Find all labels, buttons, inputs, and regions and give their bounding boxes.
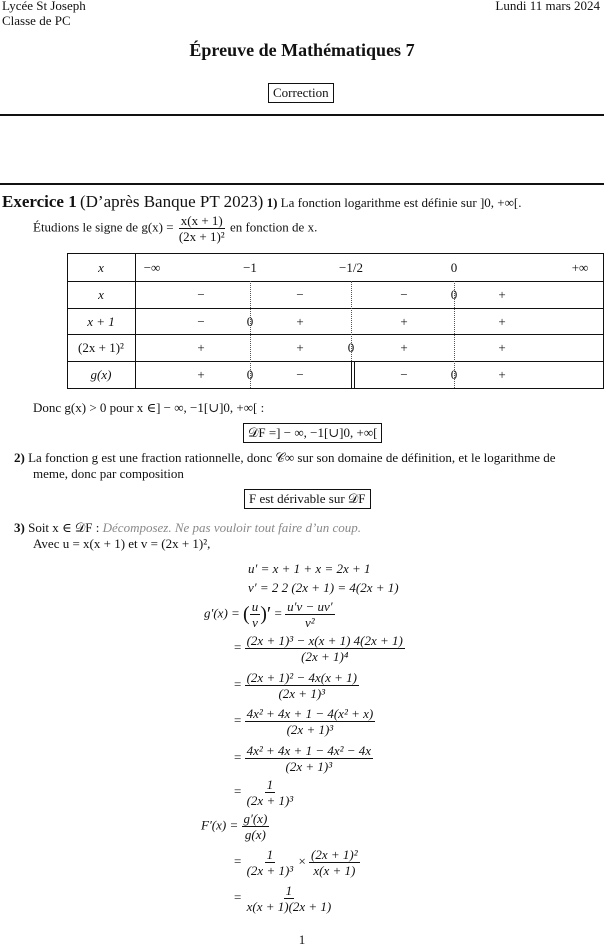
- sign-cell: +: [400, 314, 408, 329]
- study-suffix: en fonction de x.: [229, 219, 318, 235]
- step2-num: (2x + 1)² − 4x(x + 1): [246, 670, 357, 685]
- g-fraction: [177, 213, 227, 244]
- sign-cell: +: [498, 340, 506, 355]
- row-label: g(x): [90, 367, 112, 382]
- step-1: = $\frac{\text{(2x + 1)³ − x(x + 1) 4(2x + 1)}}{\text{(2x + 1)⁴}}$: [234, 633, 403, 664]
- u-num: u: [251, 599, 259, 614]
- g-denominator: (2x + 1)²: [178, 229, 225, 244]
- header-minus-half: −1/2: [339, 260, 363, 275]
- sign-cell: −: [296, 287, 304, 302]
- section-rule: [0, 183, 604, 185]
- q3-text: Soit x ∈ 𝒟F :: [28, 520, 100, 535]
- sign-cell: +: [197, 367, 205, 382]
- sign-cell: +: [498, 314, 506, 329]
- q3-hint: Décomposez. Ne pas vouloir tout faire d’un coup.: [102, 520, 362, 535]
- g-numerator: x(x + 1): [180, 213, 223, 228]
- q2-number: 2): [14, 450, 25, 465]
- v-prime: v′ = 2 2 (2x + 1) = 4(2x + 1): [248, 580, 399, 595]
- step-2: = $\frac{\text{(2x + 1)² − 4x(x + 1)}}{\text{(2x + 1)³}}$: [234, 670, 357, 701]
- row-label: (2x + 1)²: [78, 340, 124, 355]
- gprime-lhs: g′(x) =: [204, 605, 240, 621]
- u-over-v: [250, 599, 261, 630]
- table-rule: [68, 361, 603, 362]
- step6-a-num: 1: [266, 847, 274, 862]
- header-plus-inf: +∞: [571, 260, 589, 275]
- step-7: = $\frac{1}{x(x + 1)(2x + 1)}$: [234, 883, 332, 914]
- step3-den: (2x + 1)³: [286, 722, 334, 737]
- sign-cell: −: [296, 367, 304, 382]
- header-minus-inf: −∞: [143, 260, 161, 275]
- v-den: v: [252, 615, 258, 630]
- step6-b-num: (2x + 1)²: [311, 847, 358, 862]
- times-sign: ×: [298, 853, 306, 869]
- table-rule: [68, 334, 603, 335]
- row-label: x: [98, 287, 104, 302]
- conclusion-text: Donc g(x) > 0 pour x ∈] − ∞, −1[∪]0, +∞[ :: [33, 400, 265, 415]
- page-number: 1: [298, 932, 306, 947]
- quotient-num: u′v − uv′: [287, 599, 333, 614]
- step-4: = $\frac{\text{4x² + 4x + 1 − 4x² − 4x}}{\text{(2x + 1)³}}$: [234, 743, 372, 774]
- correction-box: Correction: [268, 83, 334, 103]
- class-name: Classe de PC: [2, 13, 71, 28]
- step2-den: (2x + 1)³: [278, 686, 326, 701]
- sign-cell: −: [400, 287, 408, 302]
- step1-num: (2x + 1)³ − x(x + 1) 4(2x + 1): [246, 633, 403, 648]
- q3-line: [14, 520, 361, 536]
- q1-text: La fonction logarithme est définie sur ]0, +∞[.: [280, 195, 522, 210]
- step-3: = $\frac{\text{4x² + 4x + 1 − 4(x² + x)}}{\text{(2x + 1)³}}$: [234, 706, 374, 737]
- row-label: x + 1: [87, 314, 115, 329]
- date: Lundi 11 mars 2024: [495, 0, 600, 13]
- q3-number: 3): [14, 520, 25, 535]
- step3-num: 4x² + 4x + 1 − 4(x² + x): [246, 706, 374, 721]
- sign-cell: 0: [450, 287, 458, 302]
- step-6: = $\frac{1}{\text{(2x + 1)³}}$ × $\frac{\text{(2x + 1)²}}{x(x + 1)}$: [234, 847, 358, 878]
- header-minus-one: −1: [243, 260, 257, 275]
- fprime-lhs: F′(x) =: [201, 817, 239, 833]
- step7-den: x(x + 1)(2x + 1): [246, 899, 332, 914]
- step5-num: 1: [266, 777, 274, 792]
- step6-a-den: (2x + 1)³: [246, 863, 294, 878]
- gprime-eq: =: [274, 605, 282, 621]
- fprime-den: g(x): [244, 827, 266, 842]
- gprime-line: [204, 599, 335, 630]
- double-bar: [351, 362, 355, 388]
- study-line: [33, 213, 317, 244]
- sign-cell: +: [498, 287, 506, 302]
- page-title: Épreuve de Mathématiques 7: [189, 40, 415, 60]
- table-divider: [135, 254, 136, 388]
- sign-cell: +: [197, 340, 205, 355]
- q2-line1: [14, 450, 556, 466]
- school-name: Lycée St Joseph: [2, 0, 86, 13]
- sign-cell: +: [498, 367, 506, 382]
- study-prefix: Étudions le signe de g(x) =: [33, 219, 174, 235]
- sign-cell: +: [400, 340, 408, 355]
- sign-cell: 0: [450, 367, 458, 382]
- sign-cell: +: [296, 340, 304, 355]
- sign-cell: 0: [246, 367, 254, 382]
- fprime-num: g′(x): [243, 811, 268, 826]
- step1-den: (2x + 1)⁴: [301, 649, 349, 664]
- fprime-line: [201, 811, 269, 842]
- top-rule: [0, 114, 604, 116]
- domain-box: 𝒟F =] − ∞, −1[∪]0, +∞[: [243, 423, 382, 443]
- quotient-rule: [285, 599, 335, 630]
- quotient-den: v²: [305, 615, 315, 630]
- paren-left: (: [243, 603, 250, 625]
- step4-den: (2x + 1)³: [285, 759, 333, 774]
- table-rule: [68, 281, 603, 282]
- step6-b-den: x(x + 1): [313, 863, 356, 878]
- table-rule: [68, 308, 603, 309]
- step4-num: 4x² + 4x + 1 − 4x² − 4x: [246, 743, 372, 758]
- exercise-heading: [2, 192, 521, 212]
- exercise-source: (D’après Banque PT 2023): [79, 192, 264, 211]
- sign-cell: 0: [347, 340, 355, 355]
- sign-cell: −: [197, 314, 205, 329]
- sign-cell: −: [197, 287, 205, 302]
- sign-cell: −: [400, 367, 408, 382]
- derivable-box: F est dérivable sur 𝒟F: [244, 489, 371, 509]
- q3-avec: Avec u = x(x + 1) et v = (2x + 1)²,: [33, 536, 211, 551]
- exercise-label: Exercice 1: [2, 192, 77, 211]
- u-prime: u′ = x + 1 + x = 2x + 1: [248, 561, 371, 576]
- q1-number: 1): [266, 195, 278, 210]
- paren-right: )′: [260, 603, 272, 625]
- sign-cell: 0: [246, 314, 254, 329]
- sign-table: [67, 253, 604, 389]
- q2-text-2: meme, donc par composition: [33, 466, 184, 481]
- header-x: x: [98, 260, 104, 275]
- q2-text-1: La fonction g est une fraction rationnelle, donc 𝒞∞ sur son domaine de définition, et le logarithme de: [28, 450, 556, 465]
- step7-num: 1: [285, 883, 293, 898]
- step-5: = $\frac{1}{\text{(2x + 1)³}}$: [234, 777, 294, 808]
- header-zero: 0: [450, 260, 458, 275]
- sign-cell: +: [296, 314, 304, 329]
- step5-den: (2x + 1)³: [246, 793, 294, 808]
